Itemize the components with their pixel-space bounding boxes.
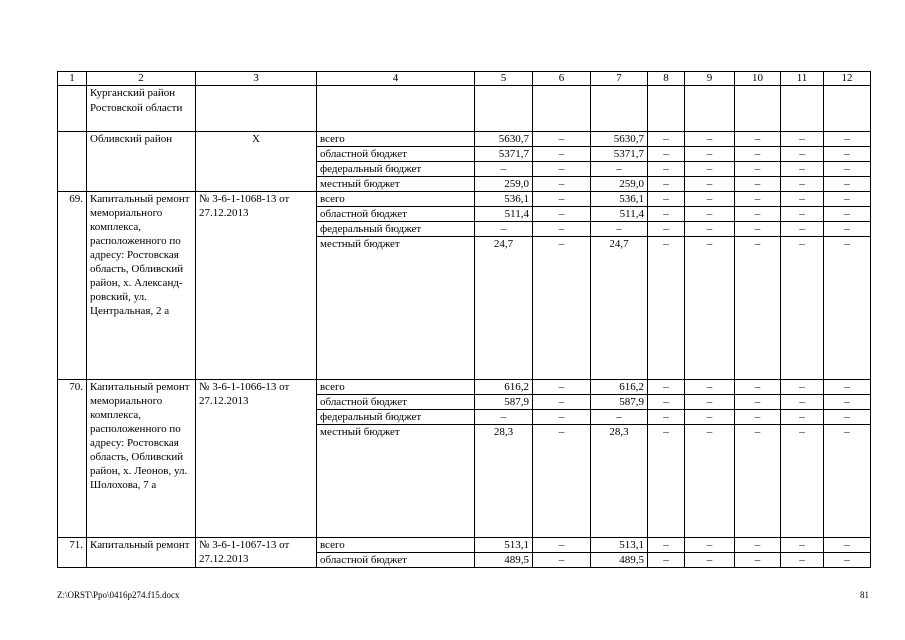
item-number: 71. — [58, 538, 87, 568]
value-cell: – — [533, 207, 591, 222]
file-path-footer: Z:\ORST\Ppo\0416p274.f15.docx — [57, 590, 180, 600]
header-cell: 3 — [196, 72, 317, 86]
budget-table — [57, 71, 871, 568]
value-cell: – — [475, 162, 533, 177]
value-cell: – — [648, 132, 685, 147]
value-cell: – — [824, 177, 871, 192]
value-cell: 28,3 — [475, 425, 533, 538]
value-cell: – — [648, 380, 685, 395]
value-cell: – — [648, 147, 685, 162]
value-cell: 259,0 — [475, 177, 533, 192]
header-cell: 7 — [591, 72, 648, 86]
value-cell: – — [781, 395, 824, 410]
funding-label: федеральный бюджет — [317, 410, 475, 425]
value-cell: – — [648, 425, 685, 538]
value-cell: 24,7 — [591, 237, 648, 380]
value-cell: – — [591, 162, 648, 177]
value-cell: – — [824, 410, 871, 425]
value-cell: – — [781, 192, 824, 207]
header-cell: 12 — [824, 72, 871, 86]
value-cell: – — [735, 538, 781, 553]
value-cell: – — [735, 207, 781, 222]
value-cell: – — [685, 192, 735, 207]
value-cell: – — [824, 222, 871, 237]
header-cell: 2 — [87, 72, 196, 86]
item-number: 69. — [58, 192, 87, 380]
value-cell: 513,1 — [591, 538, 648, 553]
header-cell: 9 — [685, 72, 735, 86]
value-cell: – — [824, 380, 871, 395]
value-cell: – — [824, 132, 871, 147]
value-cell: 616,2 — [475, 380, 533, 395]
value-cell: – — [648, 553, 685, 568]
value-cell: – — [735, 395, 781, 410]
value-cell: – — [648, 177, 685, 192]
value-cell: – — [781, 380, 824, 395]
column-number-header — [58, 72, 871, 86]
value-cell: – — [533, 132, 591, 147]
value-cell: 587,9 — [475, 395, 533, 410]
value-cell: – — [824, 192, 871, 207]
value-cell: – — [475, 222, 533, 237]
value-cell: – — [735, 425, 781, 538]
value-cell: 24,7 — [475, 237, 533, 380]
table-row — [58, 192, 871, 207]
value-cell: – — [781, 237, 824, 380]
item-name-cell: Капитальный ремонт — [87, 538, 196, 568]
value-cell: – — [781, 207, 824, 222]
value-cell: – — [824, 162, 871, 177]
value-cell: – — [533, 162, 591, 177]
header-cell: 11 — [781, 72, 824, 86]
doc-cell: № 3-6-1-1068-13 от 27.12.2013 — [196, 192, 317, 380]
funding-label: областной бюджет — [317, 553, 475, 568]
value-cell: 259,0 — [591, 177, 648, 192]
district-name-cell: Обливский район — [87, 132, 196, 192]
header-cell: 6 — [533, 72, 591, 86]
funding-label: областной бюджет — [317, 147, 475, 162]
doc-cell: Х — [196, 132, 317, 192]
funding-label: местный бюджет — [317, 177, 475, 192]
value-cell: – — [824, 538, 871, 553]
funding-label: федеральный бюджет — [317, 162, 475, 177]
funding-label: всего — [317, 538, 475, 553]
value-cell: 616,2 — [591, 380, 648, 395]
value-cell: – — [533, 380, 591, 395]
header-cell: 5 — [475, 72, 533, 86]
table-row — [58, 380, 871, 395]
value-cell: – — [781, 425, 824, 538]
value-cell: – — [685, 380, 735, 395]
value-cell: – — [824, 425, 871, 538]
value-cell: – — [781, 410, 824, 425]
value-cell: – — [533, 177, 591, 192]
value-cell: – — [735, 380, 781, 395]
value-cell: – — [781, 222, 824, 237]
value-cell: – — [781, 177, 824, 192]
value-cell: – — [735, 222, 781, 237]
value-cell: – — [533, 237, 591, 380]
region-name-cell: Курганский район Ростовской области — [87, 86, 196, 132]
funding-label: местный бюджет — [317, 237, 475, 380]
value-cell: – — [648, 395, 685, 410]
funding-label: всего — [317, 132, 475, 147]
value-cell: – — [533, 147, 591, 162]
value-cell: 511,4 — [475, 207, 533, 222]
value-cell: – — [648, 222, 685, 237]
doc-cell: № 3-6-1-1067-13 от 27.12.2013 — [196, 538, 317, 568]
value-cell: – — [533, 425, 591, 538]
value-cell: – — [781, 162, 824, 177]
value-cell: – — [591, 410, 648, 425]
value-cell: – — [685, 237, 735, 380]
value-cell: – — [648, 410, 685, 425]
value-cell: – — [685, 553, 735, 568]
value-cell: – — [685, 162, 735, 177]
value-cell: – — [735, 410, 781, 425]
value-cell: 5371,7 — [591, 147, 648, 162]
value-cell: – — [533, 553, 591, 568]
value-cell: – — [533, 395, 591, 410]
value-cell: – — [533, 538, 591, 553]
value-cell: – — [685, 410, 735, 425]
header-cell: 10 — [735, 72, 781, 86]
header-cell: 8 — [648, 72, 685, 86]
value-cell: – — [648, 237, 685, 380]
value-cell: – — [781, 132, 824, 147]
funding-label: федеральный бюджет — [317, 222, 475, 237]
value-cell: – — [824, 207, 871, 222]
header-cell: 4 — [317, 72, 475, 86]
value-cell: 5371,7 — [475, 147, 533, 162]
value-cell: 511,4 — [591, 207, 648, 222]
value-cell: 28,3 — [591, 425, 648, 538]
value-cell: – — [533, 222, 591, 237]
value-cell: – — [685, 147, 735, 162]
value-cell: – — [533, 192, 591, 207]
funding-label: всего — [317, 192, 475, 207]
value-cell: – — [685, 425, 735, 538]
value-cell: 489,5 — [475, 553, 533, 568]
value-cell: – — [781, 538, 824, 553]
value-cell: 587,9 — [591, 395, 648, 410]
value-cell: – — [824, 553, 871, 568]
item-name-cell: Капитальный ремонт мемориального комплекса, расположенного по адресу: Ростовская область, Обливский район, х. Александ-ровский, ул. Центральная, 2 а — [87, 192, 196, 380]
value-cell: 536,1 — [475, 192, 533, 207]
item-number: 70. — [58, 380, 87, 538]
value-cell: – — [685, 222, 735, 237]
value-cell: – — [781, 147, 824, 162]
value-cell: – — [735, 237, 781, 380]
value-cell: 5630,7 — [475, 132, 533, 147]
value-cell: – — [648, 207, 685, 222]
value-cell: – — [735, 162, 781, 177]
value-cell: – — [685, 395, 735, 410]
funding-label: областной бюджет — [317, 207, 475, 222]
table-row — [58, 132, 871, 147]
funding-label: местный бюджет — [317, 425, 475, 538]
funding-label: областной бюджет — [317, 395, 475, 410]
value-cell: – — [648, 162, 685, 177]
value-cell: – — [685, 177, 735, 192]
value-cell: – — [824, 395, 871, 410]
value-cell: – — [533, 410, 591, 425]
value-cell: – — [735, 177, 781, 192]
value-cell: – — [735, 553, 781, 568]
page-number: 81 — [860, 590, 869, 600]
value-cell: – — [648, 192, 685, 207]
value-cell: – — [648, 538, 685, 553]
value-cell: 5630,7 — [591, 132, 648, 147]
value-cell: – — [824, 147, 871, 162]
value-cell: – — [735, 147, 781, 162]
table-row — [58, 86, 871, 132]
value-cell: – — [685, 538, 735, 553]
header-cell: 1 — [58, 72, 87, 86]
value-cell: – — [475, 410, 533, 425]
funding-label: всего — [317, 380, 475, 395]
doc-cell: № 3-6-1-1066-13 от 27.12.2013 — [196, 380, 317, 538]
value-cell: – — [685, 132, 735, 147]
value-cell: – — [781, 553, 824, 568]
table-row — [58, 538, 871, 553]
value-cell: – — [591, 222, 648, 237]
value-cell: – — [735, 192, 781, 207]
value-cell: – — [685, 207, 735, 222]
item-name-cell: Капитальный ремонт мемориального комплекса, расположенного по адресу: Ростовская область, Обливский район, х. Леонов, ул. Шолохова, 7 а — [87, 380, 196, 538]
value-cell: 536,1 — [591, 192, 648, 207]
value-cell: – — [735, 132, 781, 147]
value-cell: 513,1 — [475, 538, 533, 553]
value-cell: 489,5 — [591, 553, 648, 568]
value-cell: – — [824, 237, 871, 380]
